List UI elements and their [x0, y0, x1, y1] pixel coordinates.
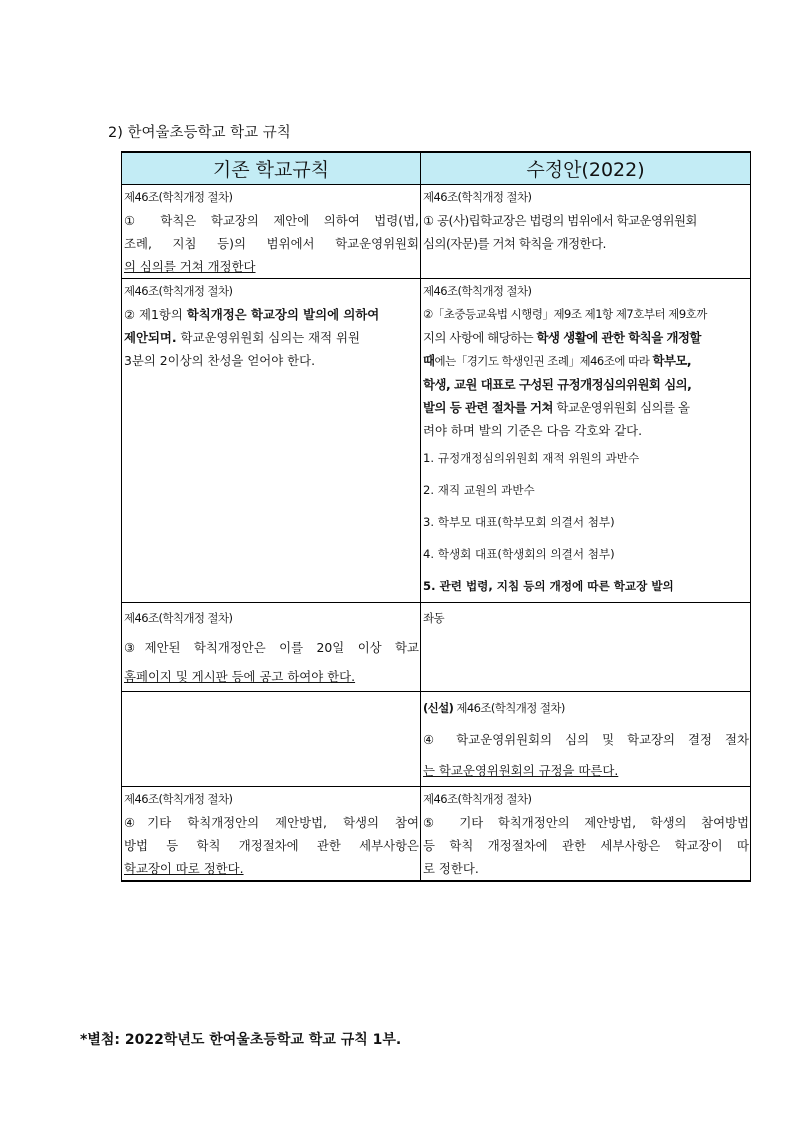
rule-text-line: ⑤ 기타 학칙개정안의 제안방법, 학생의 참여방법: [423, 815, 749, 830]
rule-text-line: 3분의 2이상의 찬성을 얻어야 한다.: [124, 353, 316, 368]
section-heading: 2) 한여울초등학교 학교 규칙: [108, 125, 291, 141]
revised-rule-cell: [421, 185, 751, 279]
table-header-row: [122, 152, 751, 185]
table-row: [122, 603, 751, 692]
rule-text-line: 학생, 교원 대표로 구성된 규정개정심의위원회 심의,: [423, 377, 692, 392]
rule-text-line: ① 공(사)립학교장은 법령의 범위에서 학교운영위원회: [423, 213, 697, 228]
rule-text-line: ① 학칙은 학교장의 제안에 의하여 법령(법,: [124, 213, 419, 228]
rule-text-line: 심의(자문)를 거쳐 학칙을 개정한다.: [423, 236, 606, 251]
article-title: 제46조(학칙개정 절차): [124, 611, 233, 625]
rule-text-line: 조례, 지침 등)의 범위에서 학교운영위원회: [124, 236, 419, 251]
article-title: 제46조(학칙개정 절차): [124, 190, 233, 204]
rule-text: 학교운영위원회 심의는 재적 위원: [176, 330, 360, 345]
rule-text: 에는「경기도 학생인권 조례」제46조에 따라: [434, 354, 653, 368]
article-title: 제46조(학칙개정 절차): [124, 792, 233, 806]
same-as-left-text: 좌동: [423, 611, 445, 625]
table-row: [122, 279, 751, 603]
rule-text: ② 제1항의: [124, 307, 187, 322]
header-revision-2022: 수정안(2022): [421, 152, 751, 185]
list-item: 5. 관련 법령, 지침 등의 개정에 따른 학교장 발의: [423, 579, 674, 593]
rule-text-line: 학교장이 따로 정한다.: [124, 861, 244, 876]
existing-rule-cell: [122, 603, 421, 692]
rule-text-bold: 학칙개정은 학교장의 발의에 의하여: [186, 307, 380, 322]
list-item: 2. 재직 교원의 과반수: [423, 483, 535, 497]
rule-text-bold: 학부모,: [652, 353, 692, 368]
rule-text-line: ④ 학교운영위원회의 심의 및 학교장의 결정 절차: [423, 732, 749, 747]
existing-rule-cell: [122, 185, 421, 279]
article-title: 제46조(학칙개정 절차): [423, 190, 532, 204]
article-title: 제46조(학칙개정 절차): [423, 284, 532, 298]
revised-rule-cell: [421, 279, 751, 603]
comparison-table: [121, 151, 751, 882]
list-item: 3. 학부모 대표(학부모회 의결서 첨부): [423, 515, 615, 529]
rule-text-bold: 때: [423, 353, 435, 368]
rule-text-bold: 제안되며.: [124, 330, 177, 345]
rule-text-line: 는 학교운영위원회의 규정을 따른다.: [423, 763, 619, 778]
rule-text: 지의 사항에 해당하는: [423, 330, 537, 345]
table-row: [122, 787, 751, 882]
list-item: 1. 규정개정심의위원회 재적 위원의 과반수: [423, 451, 640, 465]
header-existing-rules: 기존 학교규칙: [122, 152, 421, 185]
rule-text-bold: 학생 생활에 관한 학칙을 개정할: [536, 330, 701, 345]
new-provision-tag: (신설): [423, 701, 454, 715]
rule-text-line: 등 학칙 개정절차에 관한 세부사항은 학교장이 따: [423, 838, 749, 853]
rule-text-line: 의 심의를 거쳐 개정한다: [124, 259, 256, 274]
article-title: 제46조(학칙개정 절차): [423, 792, 532, 806]
table-row: [122, 185, 751, 279]
rule-text-line: ④기타 학칙개정안의 제안방법, 학생의 참여: [124, 815, 419, 830]
rule-text-line: ③제안된 학칙개정안은 이를 20일 이상 학교: [124, 640, 419, 655]
rule-text: 학교운영위원회 심의를 올: [552, 400, 690, 415]
table-row: [122, 692, 751, 787]
attachment-note: *별첨: 2022학년도 한여울초등학교 학교 규칙 1부.: [80, 1032, 402, 1048]
rule-text-line: 방법 등 학칙 개정절차에 관한 세부사항은: [124, 838, 419, 853]
rule-text-line: ②「초중등교육법 시행령」제9조 제1항 제7호부터 제9호까: [423, 307, 707, 321]
revised-rule-cell: [421, 787, 751, 882]
existing-rule-cell: [122, 279, 421, 603]
rule-text-line: 려야 하며 발의 기준은 다음 각호와 같다.: [423, 423, 643, 438]
list-item: 4. 학생회 대표(학생회의 의결서 첨부): [423, 547, 615, 561]
rule-text-line: 홈페이지 및 게시판 등에 공고 하여야 한다.: [124, 669, 356, 684]
revised-rule-cell: [421, 603, 751, 692]
revised-rule-cell: [421, 692, 751, 787]
existing-rule-cell-empty: [122, 692, 421, 787]
rule-text-bold: 발의 등 관련 절차를 거쳐: [423, 400, 553, 415]
existing-rule-cell: [122, 787, 421, 882]
article-title: 제46조(학칙개정 절차): [453, 701, 565, 715]
rule-text-line: 로 정한다.: [423, 861, 479, 876]
article-title: 제46조(학칙개정 절차): [124, 284, 233, 298]
